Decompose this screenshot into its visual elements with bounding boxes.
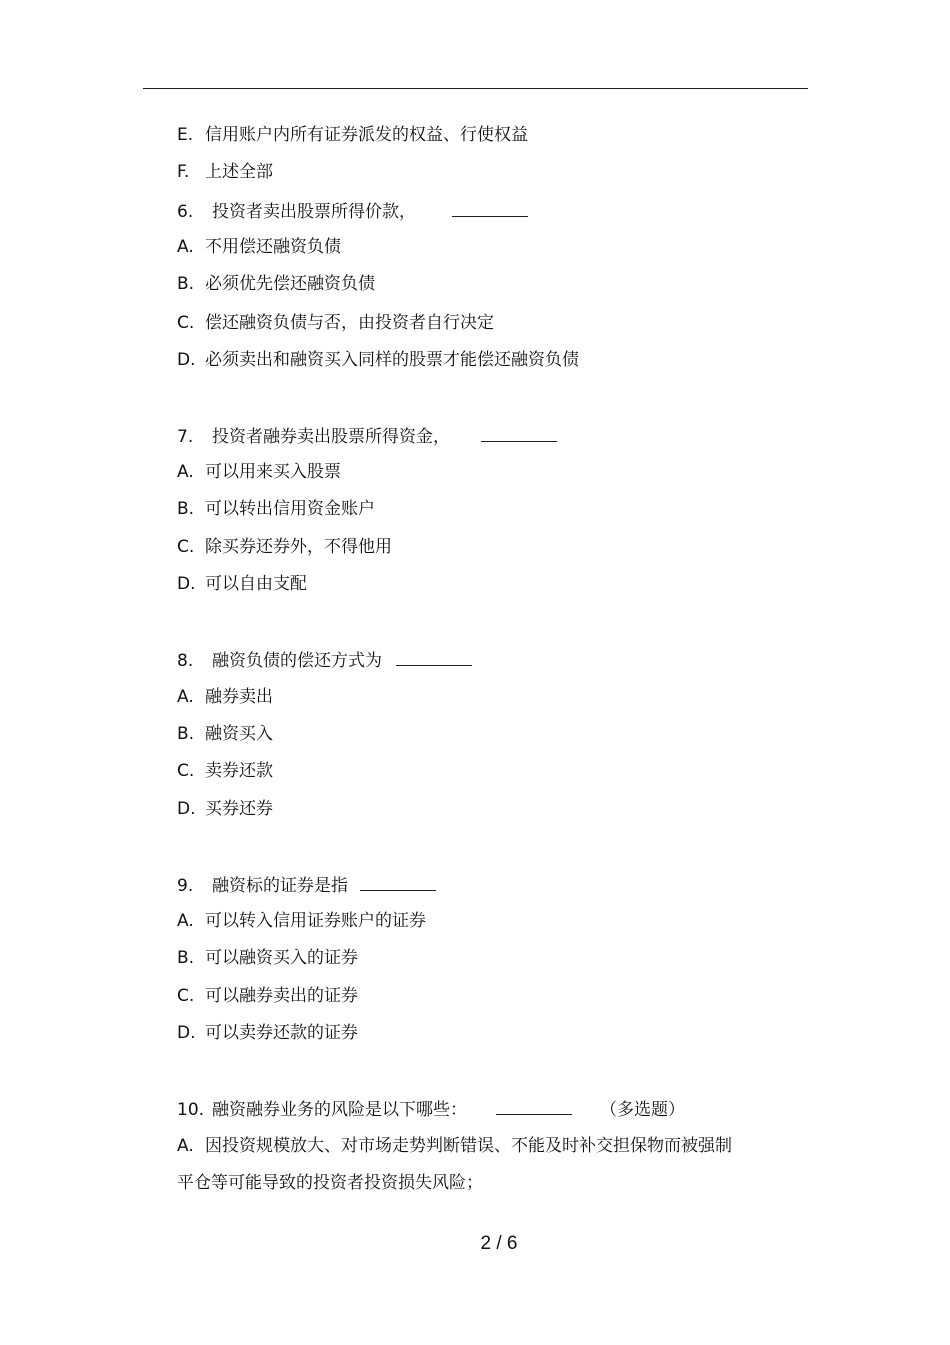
option-b: B. 可以融资买入的证券 — [177, 948, 358, 968]
question-9: 9. 融资标的证券是指 — [177, 873, 436, 897]
option-c: C. 卖券还款 — [177, 761, 273, 781]
option-c: C. 除买券还券外，不得他用 — [177, 537, 392, 557]
option-d: D. 买券还券 — [177, 799, 273, 819]
page-indicator: 2 / 6 — [480, 1233, 518, 1254]
header-rule — [143, 88, 808, 89]
question-10: 10. 融资融券业务的风险是以下哪些： （多选题） — [177, 1097, 685, 1121]
answer-blank — [496, 1097, 572, 1115]
answer-blank — [452, 199, 528, 217]
option-d: D. 必须卖出和融资买入同样的股票才能偿还融资负债 — [177, 350, 579, 370]
option-a-continuation: 平仓等可能导致的投资者投资损失风险； — [177, 1173, 483, 1193]
option-a: A. 不用偿还融资负债 — [177, 237, 341, 257]
answer-blank — [360, 873, 436, 891]
option-a: A. 可以转入信用证券账户的证券 — [177, 911, 426, 931]
question-note: （多选题） — [600, 1100, 685, 1120]
option-b: B. 必须优先偿还融资负债 — [177, 274, 375, 294]
option-f: F. 上述全部 — [177, 162, 273, 182]
option-b: B. 可以转出信用资金账户 — [177, 499, 375, 519]
answer-blank — [396, 648, 472, 666]
question-8: 8. 融资负债的偿还方式为 — [177, 648, 472, 672]
option-e: E. 信用账户内所有证券派发的权益、行使权益 — [177, 125, 528, 145]
question-6: 6. 投资者卖出股票所得价款， — [177, 199, 528, 223]
option-a: A. 融券卖出 — [177, 687, 273, 707]
answer-blank — [481, 424, 557, 442]
question-7: 7. 投资者融券卖出股票所得资金， — [177, 424, 557, 448]
option-a: A. 因投资规模放大、对市场走势判断错误、不能及时补交担保物而被强制 — [177, 1136, 732, 1156]
option-b: B. 融资买入 — [177, 724, 273, 744]
option-d: D. 可以卖券还款的证券 — [177, 1023, 358, 1043]
option-d: D. 可以自由支配 — [177, 574, 307, 594]
option-c: C. 偿还融资负债与否，由投资者自行决定 — [177, 313, 494, 333]
option-c: C. 可以融券卖出的证券 — [177, 986, 358, 1006]
option-a: A. 可以用来买入股票 — [177, 462, 341, 482]
